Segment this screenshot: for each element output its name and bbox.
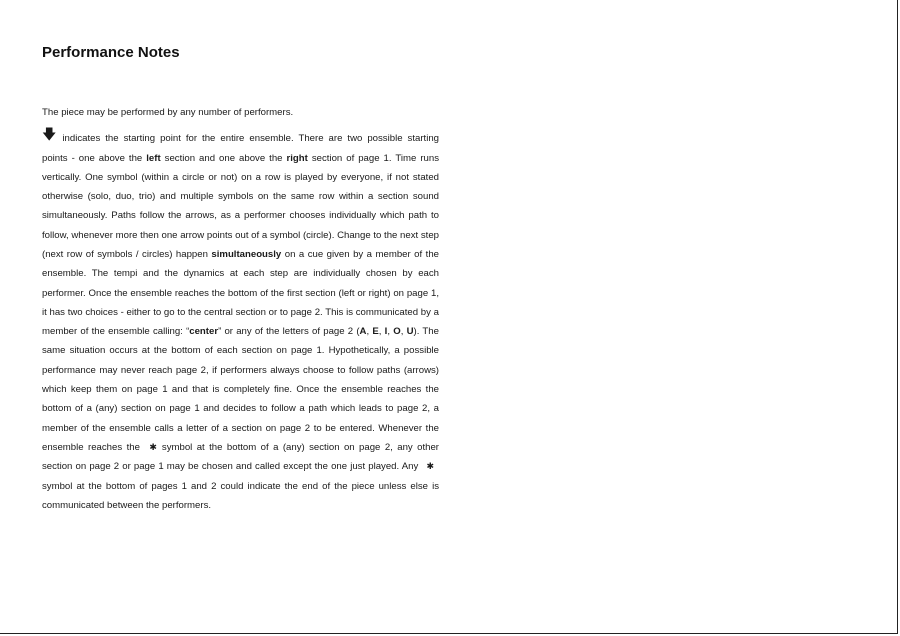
text-run: , bbox=[387, 326, 394, 338]
bold-term-center: center bbox=[189, 326, 219, 338]
text-run: indicates the starting point for the entire ensemble. There are two possible starting points - one above the bbox=[42, 133, 439, 164]
text-run: , bbox=[400, 326, 407, 338]
bold-letter-i: I bbox=[384, 326, 388, 338]
text-run: on a cue given by a member of the ensemble. The tempi and the dynamics at each step are individually chosen by each performer. Once the ensemble reaches the bottom of the first section (left or right) on page 1, it has two choices - either to go to the central section or to page 2. This is communicated by a member of the ensemble calling: “ bbox=[42, 248, 439, 338]
text-run: section of page 1. Time runs vertically. One symbol (within a circle or not) on a row is played by everyone, if not stated otherwise (solo, duo, trio) and multiple symbols on the same row within a section sound simultaneously. Paths follow the arrows, as a performer chooses individually which path to follow, whenever more then one arrow points out of a symbol (circle). Change to the next step (next row of symbols / circles) happen bbox=[42, 152, 440, 260]
bold-letter-a: A bbox=[359, 326, 367, 338]
star-icon: ✱ bbox=[149, 441, 157, 452]
notes-paragraph bbox=[42, 126, 440, 515]
text-run: symbol at the bottom of a (any) section on page 2, any other section on page 2 or page 1 may be chosen and called except the one just played. Any bbox=[42, 441, 440, 473]
bold-term-simultaneously: simultaneously bbox=[211, 248, 282, 260]
page-title: Performance Notes bbox=[42, 44, 180, 61]
text-run: ). The same situation occurs at the bottom of each section on page 1. Hypothetically, a possible performance may never reach page 2, if performers always choose to follow paths (arrows) which keep them on page 1 and that is completely fine. Once the ensemble reaches the bottom of a (any) section on page 1 and decides to follow a path which leads to page 2, a member of the ensemble calls a letter of a section on page 2 to be entered. Whenever the ensemble reaches the bbox=[42, 326, 439, 453]
bold-letter-o: O bbox=[393, 326, 401, 338]
bold-term-left: left bbox=[146, 152, 161, 164]
bold-term-right: right bbox=[286, 152, 308, 164]
text-run: , bbox=[378, 326, 385, 338]
document-content bbox=[42, 44, 439, 515]
text-run: ” or any of the letters of page 2 ( bbox=[218, 326, 360, 338]
star-icon: ✱ bbox=[426, 461, 434, 472]
text-run: symbol at the bottom of pages 1 and 2 could indicate the end of the piece unless else is communicated between the performers. bbox=[42, 480, 439, 511]
bold-letter-e: E bbox=[372, 326, 379, 338]
bold-letter-u: U bbox=[406, 326, 414, 338]
arrow-down-icon: 🡇 bbox=[42, 126, 57, 143]
intro-paragraph: The piece may be performed by any number of performers. bbox=[42, 107, 294, 118]
text-run: , bbox=[366, 326, 373, 338]
text-run: section and one above the bbox=[160, 152, 287, 164]
